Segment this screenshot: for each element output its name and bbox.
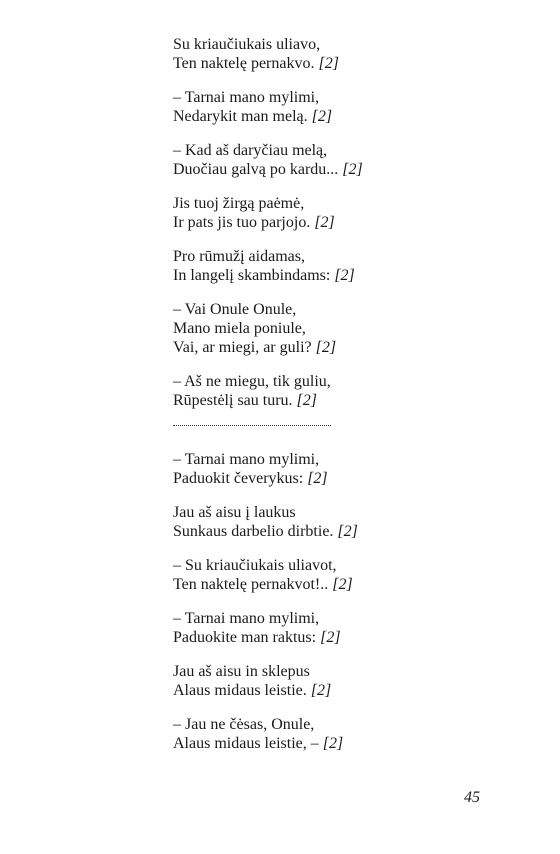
stanza xyxy=(173,662,513,700)
verse-line xyxy=(173,319,513,338)
verse-text: – Jau ne čėsas, Onule, xyxy=(173,716,315,733)
verse-text: – Kad aš daryčiau melą, xyxy=(173,142,328,159)
verse-line xyxy=(173,54,513,73)
verse-text: Alaus midaus leistie. xyxy=(173,682,307,699)
verse-line xyxy=(173,522,513,541)
page-number: 45 xyxy=(464,789,480,806)
verse-line xyxy=(173,391,513,410)
verse-line xyxy=(173,160,513,179)
verse-line xyxy=(173,300,513,319)
verse-text: – Vai Onule Onule, xyxy=(173,301,297,318)
stanza xyxy=(173,194,513,232)
stanza xyxy=(173,88,513,126)
poem-text xyxy=(173,35,513,768)
verse-text: Mano miela poniule, xyxy=(173,320,306,337)
verse-line xyxy=(173,107,513,126)
verse-text: Pro rūmužį aidamas, xyxy=(173,248,305,265)
verse-line xyxy=(173,662,513,681)
verse-line xyxy=(173,88,513,107)
stanza xyxy=(173,141,513,179)
verse-line xyxy=(173,266,513,285)
verse-text: – Su kriaučiukais uliavot, xyxy=(173,557,337,574)
verse-line xyxy=(173,194,513,213)
refrain-marker: [2] xyxy=(322,735,344,752)
verse-line xyxy=(173,35,513,54)
refrain-marker: [2] xyxy=(342,161,363,178)
verse-text: Su kriaučiukais uliavo, xyxy=(173,36,321,53)
refrain-marker: [2] xyxy=(296,392,317,409)
stanza xyxy=(173,715,513,753)
verse-text: Jau aš aisu in sklepus xyxy=(173,663,310,680)
verse-text: Ir pats jis tuo parjojo. xyxy=(173,214,311,231)
refrain-marker: [2] xyxy=(310,682,332,699)
stanza xyxy=(173,609,513,647)
verse-line xyxy=(173,213,513,232)
verse-text: Ten naktelę pernakvo. xyxy=(173,55,315,72)
refrain-marker: [2] xyxy=(334,267,355,284)
verse-line xyxy=(173,469,513,488)
verse-text: – Tarnai mano mylimi, xyxy=(173,89,320,106)
verse-text: – Tarnai mano mylimi, xyxy=(173,451,320,468)
stanza xyxy=(173,35,513,73)
verse-text: Jis tuoj žirgą paėmė, xyxy=(173,195,305,212)
refrain-marker: [2] xyxy=(314,214,335,231)
verse-line xyxy=(173,503,513,522)
verse-line xyxy=(173,715,513,734)
verse-line xyxy=(173,609,513,628)
ellipsis-separator xyxy=(173,425,331,427)
verse-line xyxy=(173,575,513,594)
verse-line xyxy=(173,734,513,753)
verse-text: In langelį skambindams: xyxy=(173,267,331,284)
refrain-marker: [2] xyxy=(307,470,328,487)
refrain-marker: [2] xyxy=(311,108,333,125)
verse-text: Nedarykit man melą. xyxy=(173,108,308,125)
verse-text: – Aš ne miegu, tik guliu, xyxy=(173,373,331,390)
refrain-marker: [2] xyxy=(315,339,337,356)
stanza xyxy=(173,372,513,410)
verse-line xyxy=(173,372,513,391)
verse-text: Ten naktelę pernakvot!.. xyxy=(173,576,329,593)
verse-text: Alaus midaus leistie, – xyxy=(173,735,319,752)
verse-line xyxy=(173,556,513,575)
stanza xyxy=(173,556,513,594)
verse-line xyxy=(173,681,513,700)
refrain-marker: [2] xyxy=(332,576,353,593)
stanza xyxy=(173,450,513,488)
stanza xyxy=(173,247,513,285)
verse-line xyxy=(173,141,513,160)
verse-text: Duočiau galvą po kardu... xyxy=(173,161,339,178)
stanza xyxy=(173,300,513,357)
verse-text: Paduokite man raktus: xyxy=(173,629,317,646)
refrain-marker: [2] xyxy=(320,629,341,646)
verse-text: Jau aš aisu į laukus xyxy=(173,504,296,521)
verse-text: Rūpestėlį sau turu. xyxy=(173,392,293,409)
verse-text: – Tarnai mano mylimi, xyxy=(173,610,320,627)
stanza xyxy=(173,503,513,541)
verse-line xyxy=(173,450,513,469)
verse-text: Sunkaus darbelio dirbtie. xyxy=(173,523,334,540)
refrain-marker: [2] xyxy=(318,55,339,72)
verse-line xyxy=(173,628,513,647)
verse-line xyxy=(173,338,513,357)
verse-text: Paduokit čeverykus: xyxy=(173,470,304,487)
verse-line xyxy=(173,247,513,266)
refrain-marker: [2] xyxy=(337,523,358,540)
verse-text: Vai, ar miegi, ar guli? xyxy=(173,339,312,356)
